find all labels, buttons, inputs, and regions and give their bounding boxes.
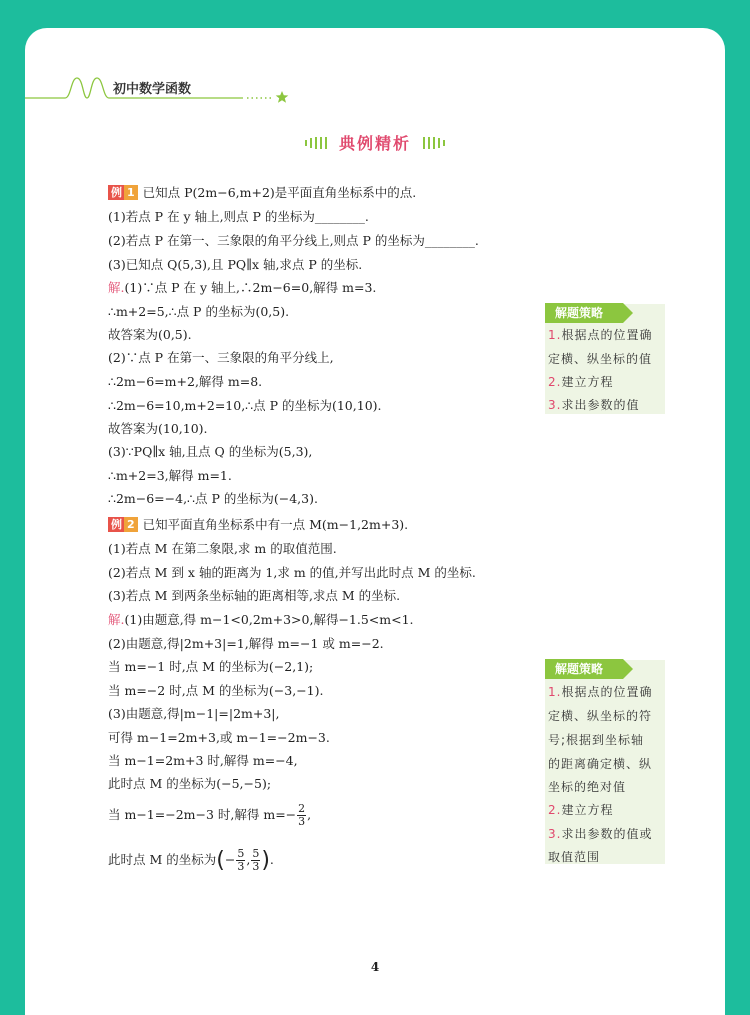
example2-q2: (2)若点 M 到 x 轴的距离为 1,求 m 的值,并写出此时点 M 的坐标.: [108, 565, 476, 580]
page-number: 4: [370, 960, 380, 974]
example2-solution-8: 此时点 M 的坐标为(−5,−5);: [108, 776, 272, 791]
solution-label: 解.: [108, 612, 125, 627]
example2-stem: 已知平面直角坐标系中有一点 M(m−1,2m+3).: [142, 517, 409, 532]
example1-q1: (1)若点 P 在 y 轴上,则点 P 的坐标为________.: [108, 209, 369, 224]
fraction-five-thirds-1: $\frac{5}{3}$: [237, 847, 245, 873]
example1-q3: (3)已知点 Q(5,3),且 PQ∥x 轴,求点 P 的坐标.: [108, 257, 363, 272]
example2-q1: (1)若点 M 在第二象限,求 m 的取值范围.: [108, 541, 337, 556]
strategy-box-2-head: 解题策略: [545, 659, 623, 679]
example2-q3: (3)若点 M 到两条坐标轴的距离相等,求点 M 的坐标.: [108, 588, 401, 603]
strategy-box-1: [545, 304, 665, 414]
fraction-five-thirds-2: $\frac{5}{3}$: [252, 847, 260, 873]
header-title: 初中数学函数: [113, 82, 192, 97]
example2-solution-9: 当 m−1=−2m−3 时,解得 m=− $\frac{2}{3}$ ,: [108, 802, 312, 828]
strategy-box-1-head: 解题策略: [545, 303, 623, 323]
strategy1-item3: 3.求出参数的值: [548, 398, 640, 412]
example1-tag: 例 1: [108, 185, 138, 200]
example2-stem-line: [108, 517, 408, 532]
example2-tag: 例 2: [108, 517, 138, 532]
example1-solution-7: 故答案为(10,10).: [108, 421, 208, 436]
example1-stem: 已知点 P(2m−6,m+2)是平面直角坐标系中的点.: [142, 185, 417, 200]
strategy2-item1b: 定横、纵坐标的符: [548, 709, 653, 723]
example1-solution-6: ∴2m−6=10,m+2=10,∴点 P 的坐标为(10,10).: [108, 398, 382, 413]
fraction-two-thirds: $\frac{2}{3}$: [298, 802, 306, 828]
strategy2-item1a: 1.根据点的位置确: [548, 685, 653, 699]
example2-solution-1: 解.(1)由题意,得 m−1<0,2m+3>0,解得−1.5<m<1.: [108, 612, 414, 627]
example2-solution-7: 当 m−1=2m+3 时,解得 m=−4,: [108, 753, 298, 768]
section-title: [305, 131, 445, 157]
example1-q2: (2)若点 P 在第一、三象限的角平分线上,则点 P 的坐标为________.: [108, 233, 479, 248]
strategy2-item1e: 坐标的绝对值: [548, 780, 627, 794]
example1-solution-9: ∴m+2=3,解得 m=1.: [108, 468, 232, 483]
example2-solution-3: 当 m=−1 时,点 M 的坐标为(−2,1);: [108, 659, 314, 674]
example2-solution-4: 当 m=−2 时,点 M 的坐标为(−3,−1).: [108, 683, 324, 698]
example2-solution-2: (2)由题意,得|2m+3|=1,解得 m=−1 或 m=−2.: [108, 636, 384, 651]
strategy2-item1d: 的距离确定横、纵: [548, 757, 653, 771]
strategy1-item1b: 定横、纵坐标的值: [548, 352, 653, 366]
example1-solution-5: ∴2m−6=m+2,解得 m=8.: [108, 374, 263, 389]
header-wave-decoration: [25, 28, 305, 118]
example1-solution-2: ∴m+2=5,∴点 P 的坐标为(0,5).: [108, 304, 290, 319]
section-title-text: 典例精析: [338, 134, 411, 153]
strategy2-item1c: 号;根据到坐标轴: [548, 733, 645, 747]
example1-solution-1: 解.(1)∵点 P 在 y 轴上,∴2m−6=0,解得 m=3.: [108, 280, 377, 295]
strategy-box-2: [545, 660, 665, 864]
example1-solution-3: 故答案为(0,5).: [108, 327, 192, 342]
strategy2-item3a: 3.求出参数的值或: [548, 827, 653, 841]
strategy1-item2: 2.建立方程: [548, 375, 614, 389]
example2-solution-10: 此时点 M 的坐标为(− $\frac{5}{3}$ , $\frac{5}{3}$ ).: [108, 847, 274, 873]
solution-label: 解.: [108, 280, 125, 295]
example1-stem-line: [108, 185, 416, 200]
strategy1-item1a: 1.根据点的位置确: [548, 328, 653, 342]
page: [25, 28, 725, 1015]
example1-solution-4: (2)∵点 P 在第一、三象限的角平分线上,: [108, 350, 334, 365]
example2-solution-5: (3)由题意,得|m−1|=|2m+3|,: [108, 706, 280, 721]
right-bars-icon: [423, 137, 445, 149]
strategy2-item3b: 取值范围: [548, 850, 601, 864]
example2-solution-6: 可得 m−1=2m+3,或 m−1=−2m−3.: [108, 730, 330, 745]
example1-solution-8: (3)∵PQ∥x 轴,且点 Q 的坐标为(5,3),: [108, 444, 313, 459]
example1-solution-10: ∴2m−6=−4,∴点 P 的坐标为(−4,3).: [108, 491, 318, 506]
strategy2-item2: 2.建立方程: [548, 803, 614, 817]
star-icon: [275, 90, 289, 104]
